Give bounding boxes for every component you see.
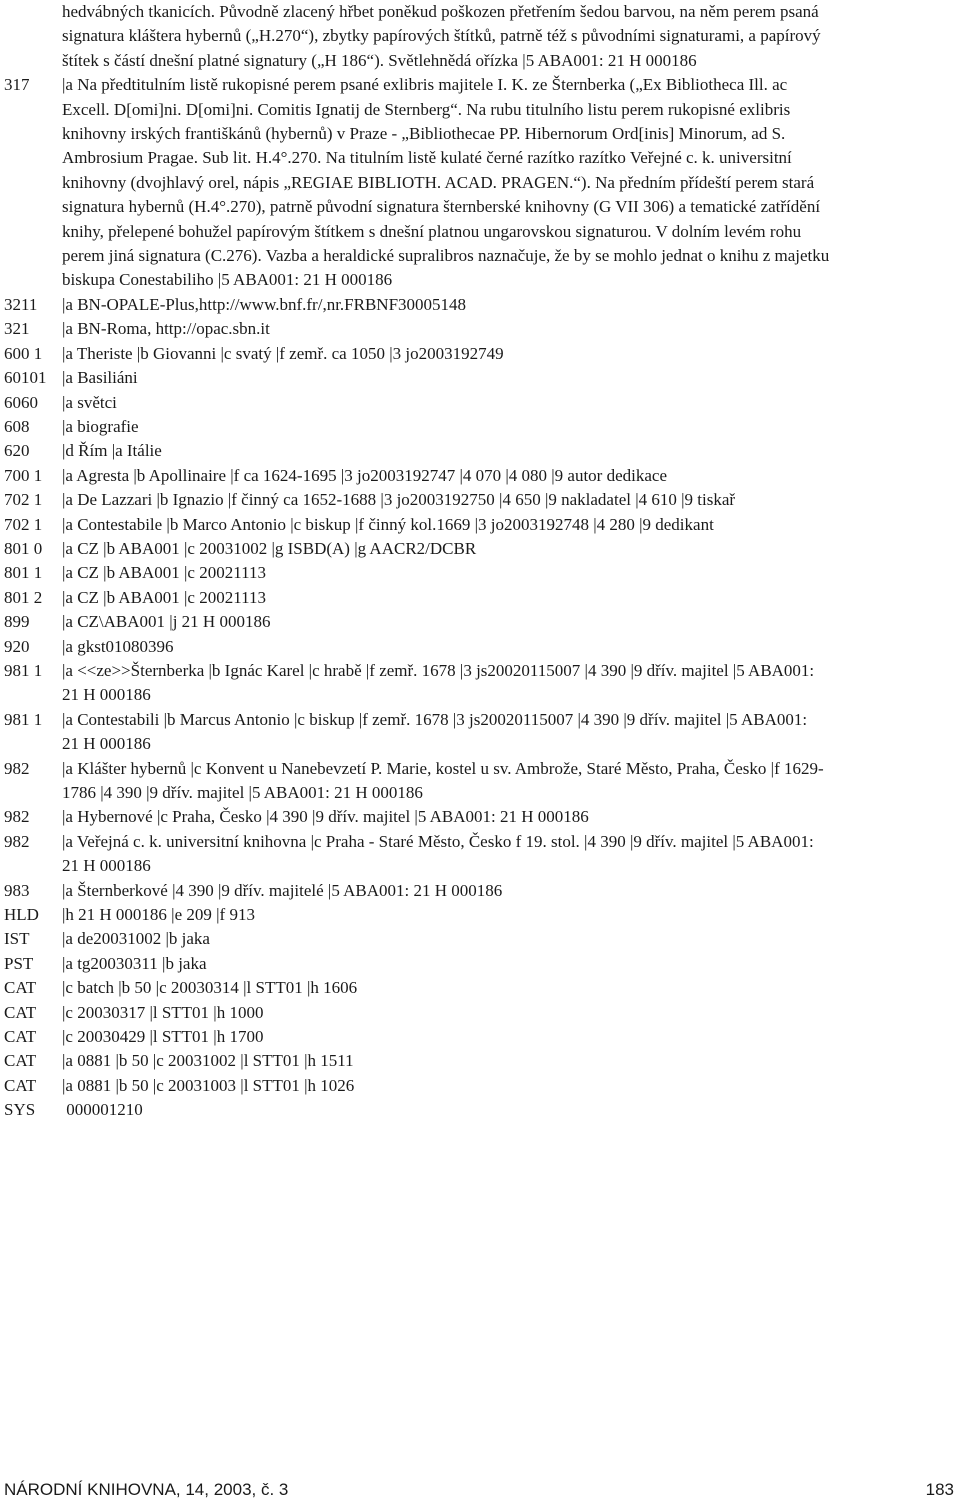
field-tag: 60101 (4, 368, 47, 388)
field-content (62, 1074, 960, 1098)
marc-field (0, 879, 960, 903)
marc-field (0, 976, 960, 1000)
marc-field (0, 1025, 960, 1049)
field-content (62, 879, 960, 903)
marc-field (0, 366, 960, 390)
field-line: biskupa Conestabiliho |5 ABA001: 21 H 000186 (62, 270, 393, 290)
field-tag: 982 (4, 758, 30, 778)
field-line: |a Theriste |b Giovanni |c svatý |f zemř. ca 1050 |3 jo2003192749 (62, 343, 504, 363)
marc-field (0, 659, 960, 708)
field-tag: 317 (4, 75, 30, 95)
field-line: 1786 |4 390 |9 dřív. majitel |5 ABA001: 21 H 000186 (62, 783, 423, 802)
field-line: |c 20030317 |l STT01 |h 1000 (62, 1002, 264, 1022)
marc-field (0, 317, 960, 341)
field-tag: CAT (4, 1051, 37, 1071)
field-line: |a <<ze>>Šternberka |b Ignác Karel |c hrabě |f zemř. 1678 |3 js20020115007 |4 390 |9 dřív. majitel |5 ABA001: (62, 660, 815, 680)
field-content (62, 537, 960, 561)
field-tag: 899 (4, 612, 30, 632)
field-content (62, 610, 960, 634)
field-content (62, 976, 960, 1000)
field-tag: CAT (4, 1002, 37, 1022)
field-content (62, 464, 960, 488)
field-tag: 920 (4, 636, 30, 656)
field-line: |a Šternberkové |4 390 |9 dřív. majitelé |5 ABA001: 21 H 000186 (62, 880, 503, 900)
field-tag: CAT (4, 978, 37, 998)
marc-field (0, 610, 960, 634)
field-tag: 6060 (4, 392, 38, 412)
marc-field (0, 537, 960, 561)
marc-field (0, 293, 960, 317)
field-content (62, 73, 960, 293)
field-line: |a 0881 |b 50 |c 20031002 |l STT01 |h 1511 (62, 1051, 354, 1071)
field-content (62, 952, 960, 976)
field-line: |c 20030429 |l STT01 |h 1700 (62, 1027, 264, 1047)
field-content (62, 317, 960, 341)
field-line: štítek s částí dnešní platné signatury („H 186“). Světlehnědá ořízka |5 ABA001: 21 H 000186 (62, 50, 697, 70)
field-line: |h 21 H 000186 |e 209 |f 913 (62, 905, 255, 925)
field-line: hedvábných tkanicích. Původně zlacený hřbet poněkud poškozen přetřením šedou barvou, na něm perem psaná (62, 2, 819, 21)
marc-field (0, 903, 960, 927)
field-tag: 801 1 (4, 563, 43, 583)
field-tag: 981 1 (4, 709, 43, 729)
page-number: 183 (925, 1480, 954, 1499)
marc-field (0, 391, 960, 415)
field-tag: 801 2 (4, 587, 43, 607)
field-line: |a Contestabile |b Marco Antonio |c biskup |f činný kol.1669 |3 jo2003192748 |4 280 |9 dedikant (62, 514, 714, 534)
field-line: 000001210 (62, 1100, 143, 1120)
field-line: |a CZ |b ABA001 |c 20021113 (62, 563, 266, 583)
field-line: signatura hybernů (H.4°.270), patrně původní signatura šternberské knihovny (G VII 306) a tematické zatřídění (62, 197, 821, 217)
field-content (62, 366, 960, 390)
field-line: perem jiná signatura (C.276). Vazba a heraldické supralibros naznačuje, že by se mohlo jednat o knihu z majetku (62, 246, 830, 266)
field-content (62, 391, 960, 415)
field-line: signatura kláštera hybernů („H.270“), zbytky papírových štítků, patrně též s původními signaturami, a papírový (62, 26, 821, 46)
field-content (62, 561, 960, 585)
field-line: |a De Lazzari |b Ignazio |f činný ca 1652-1688 |3 jo2003192750 |4 650 |9 nakladatel |4 610 |9 tiskař (62, 490, 736, 510)
field-tag: 981 1 (4, 660, 43, 680)
field-tag: 3211 (4, 294, 38, 314)
field-line: |a Hybernové |c Praha, Česko |4 390 |9 dřív. majitel |5 ABA001: 21 H 000186 (62, 807, 589, 827)
page-footer (0, 1478, 960, 1502)
field-line: knihovny (dvojhlavý orel, nápis „REGIAE BIBLIOTH. ACAD. PRAGEN.“). Na předním přídeští perem stará (62, 172, 815, 192)
field-content (62, 513, 960, 537)
marc-field (0, 439, 960, 463)
field-tag: HLD (4, 905, 39, 925)
field-line: |a CZ\ABA001 |j 21 H 000186 (62, 612, 271, 632)
continued-field (0, 0, 960, 73)
marc-field (0, 1098, 960, 1122)
marc-field (0, 635, 960, 659)
field-tag: 983 (4, 880, 30, 900)
field-line: Ambrosium Pragae. Sub lit. H.4°.270. Na titulním listě kulaté černé razítko razítko Veřejné c. k. universitní (62, 148, 792, 168)
marc-field (0, 1001, 960, 1025)
field-line: |a BN-OPALE-Plus,http://www.bnf.fr/,nr.FRBNF30005148 (62, 294, 467, 314)
marc-field (0, 513, 960, 537)
marc-field (0, 927, 960, 951)
field-line: |a de20031002 |b jaka (62, 929, 210, 949)
field-content (62, 586, 960, 610)
marc-field (0, 1074, 960, 1098)
field-content (62, 927, 960, 951)
field-line: |a 0881 |b 50 |c 20031003 |l STT01 |h 1026 (62, 1075, 355, 1095)
marc-field (0, 708, 960, 757)
field-tag: 321 (4, 319, 30, 339)
field-content (62, 342, 960, 366)
field-tag: 600 1 (4, 343, 43, 363)
marc-field (0, 464, 960, 488)
field-line: |a Veřejná c. k. universitní knihovna |c Praha - Staré Město, Česko f 19. stol. |4 390 |9 dřív. majitel |5 ABA001: (62, 831, 814, 851)
field-line: |a tg20030311 |b jaka (62, 953, 207, 973)
field-content (62, 1098, 960, 1122)
journal-citation: NÁRODNÍ KNIHOVNA, 14, 2003, č. 3 (4, 1480, 289, 1499)
field-line: |c batch |b 50 |c 20030314 |l STT01 |h 1606 (62, 978, 358, 998)
field-line: 21 H 000186 (62, 685, 151, 705)
field-line: |a gkst01080396 (62, 636, 174, 656)
marc-field (0, 73, 960, 293)
field-tag: 982 (4, 831, 30, 851)
field-tag: CAT (4, 1027, 37, 1047)
field-line: |d Řím |a Itálie (62, 441, 162, 461)
field-content (62, 0, 960, 73)
field-tag: 702 1 (4, 514, 43, 534)
marc-field (0, 415, 960, 439)
marc-field (0, 757, 960, 806)
field-line: Excell. D[omi]ni. D[omi]ni. Comitis Ignatij de Sternberg“. Na rubu titulního listu perem rukopisné exlibris (62, 99, 791, 119)
field-content (62, 439, 960, 463)
field-line: |a Na předtitulním listě rukopisné perem psané exlibris majitele I. K. ze Šternberka („Ex Bibliotheca Ill. ac (62, 75, 788, 95)
field-line: 21 H 000186 (62, 856, 151, 876)
field-content (62, 903, 960, 927)
field-tag: 608 (4, 416, 30, 436)
field-line: knihovny irských františkánů (hybernů) v Praze - „Bibliothecae PP. Hibernorum Ord[inis] Minorum, ad S. (62, 124, 786, 144)
field-tag: 801 0 (4, 538, 43, 558)
marc-field (0, 830, 960, 879)
field-content (62, 830, 960, 879)
field-line: |a Klášter hybernů |c Konvent u Nanebevzetí P. Marie, kostel u sv. Ambrože, Staré Město, Praha, Česko |f 1629- (62, 758, 824, 778)
field-content (62, 805, 960, 829)
field-line: |a světci (62, 392, 117, 412)
field-line: knihy, přelepené bohužel papírovým štítkem s dnešní platnou ungarovskou signaturou. V dolním levém rohu (62, 221, 802, 241)
field-content (62, 757, 960, 806)
field-line: |a CZ |b ABA001 |c 20021113 (62, 587, 266, 607)
field-content (62, 659, 960, 708)
field-line: |a Contestabili |b Marcus Antonio |c biskup |f zemř. 1678 |3 js20020115007 |4 390 |9 dřív. majitel |5 ABA001: (62, 709, 808, 729)
field-tag: SYS (4, 1100, 36, 1120)
marc-field (0, 805, 960, 829)
marc-field (0, 488, 960, 512)
field-line: |a Basiliáni (62, 368, 138, 388)
field-line: |a CZ |b ABA001 |c 20031002 |g ISBD(A) |g AACR2/DCBR (62, 538, 477, 558)
field-tag: PST (4, 953, 34, 973)
field-line: |a Agresta |b Apollinaire |f ca 1624-1695 |3 jo2003192747 |4 070 |4 080 |9 autor dedikace (62, 465, 668, 485)
field-content (62, 635, 960, 659)
field-tag: 702 1 (4, 490, 43, 510)
field-content (62, 1001, 960, 1025)
field-tag: 620 (4, 441, 30, 461)
marc-field (0, 586, 960, 610)
marc-field (0, 1049, 960, 1073)
field-content (62, 708, 960, 757)
marc-field (0, 342, 960, 366)
field-content (62, 415, 960, 439)
field-content (62, 1049, 960, 1073)
field-tag: 982 (4, 807, 30, 827)
field-line: |a BN-Roma, http://opac.sbn.it (62, 319, 270, 339)
field-tag: 700 1 (4, 465, 43, 485)
marc-field (0, 952, 960, 976)
field-content (62, 1025, 960, 1049)
field-content (62, 293, 960, 317)
marc-field (0, 561, 960, 585)
field-content (62, 488, 960, 512)
field-line: |a biografie (62, 416, 139, 436)
field-line: 21 H 000186 (62, 734, 151, 754)
field-tag: CAT (4, 1075, 37, 1095)
field-tag: IST (4, 929, 30, 949)
